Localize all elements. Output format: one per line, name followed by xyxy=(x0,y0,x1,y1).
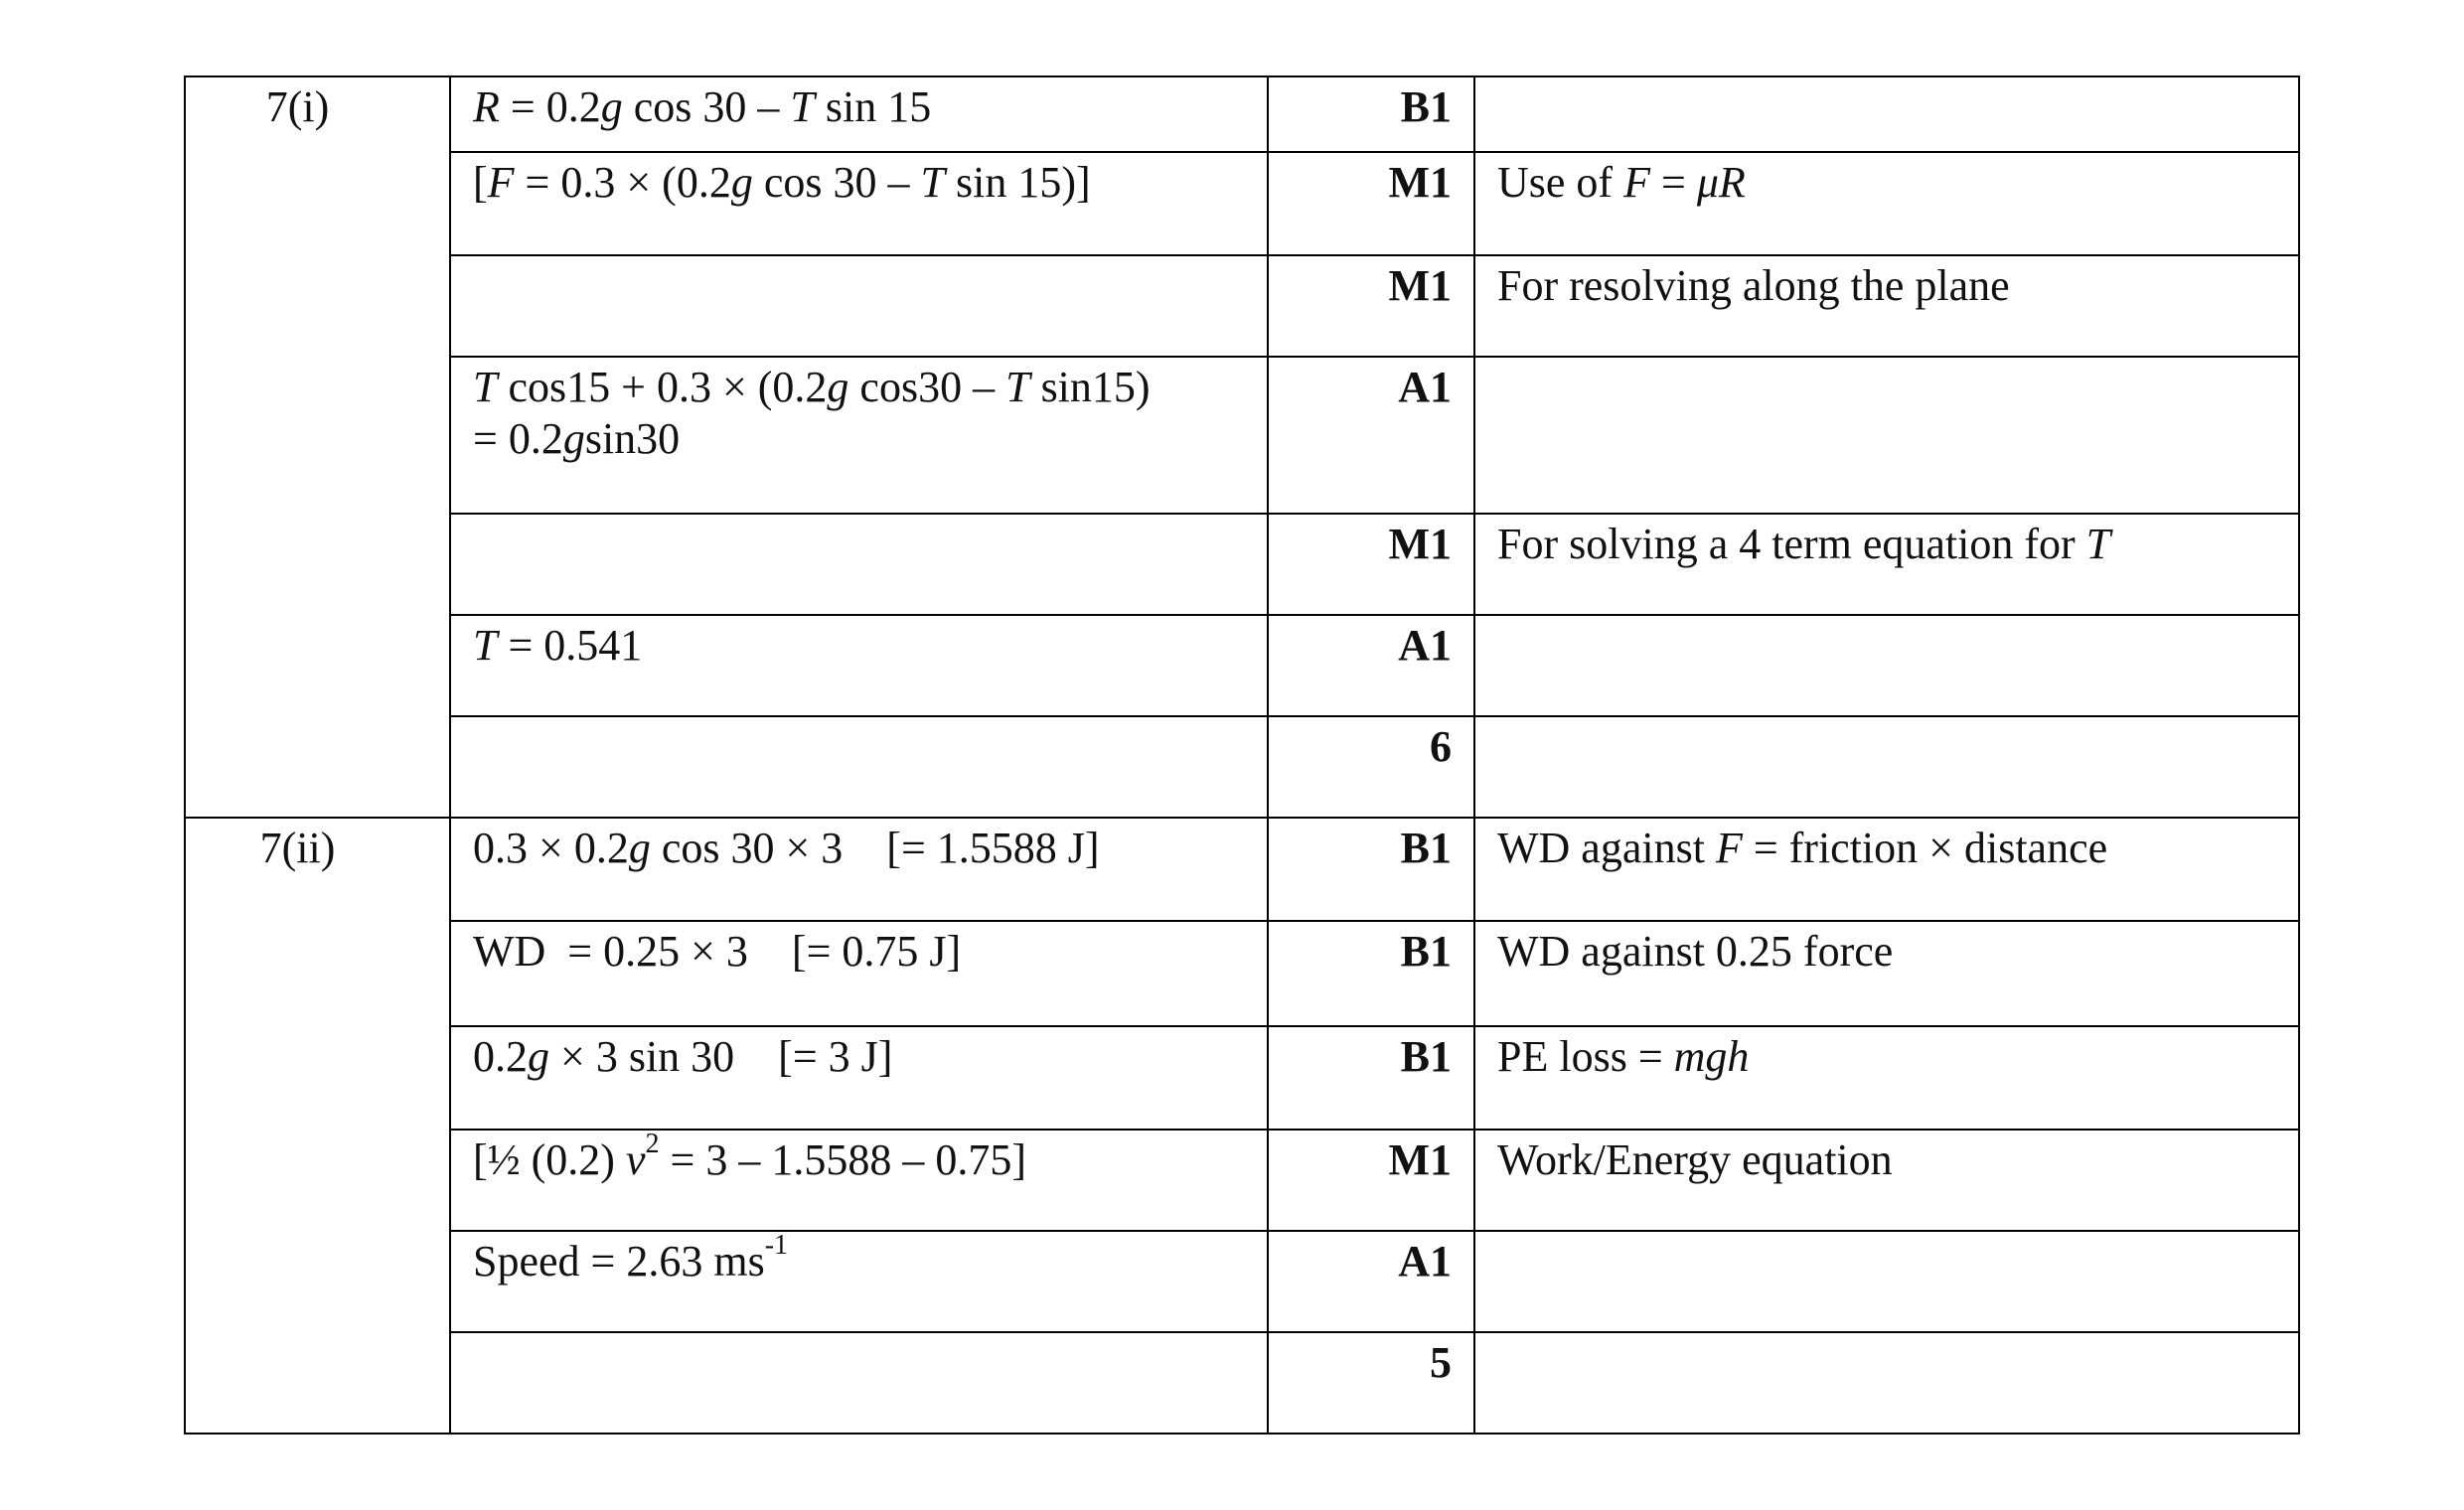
text-fragment: sin15) xyxy=(1029,363,1151,411)
italic-symbol: g xyxy=(628,824,651,872)
text-fragment: × 3 sin 30 [= 3 J] xyxy=(549,1032,893,1081)
guidance-cell xyxy=(1474,1332,2299,1434)
mark-cell: M1 xyxy=(1268,1130,1474,1231)
mark-cell: B1 xyxy=(1268,1026,1474,1130)
question-number: 7(i) xyxy=(265,82,330,131)
text-fragment: = 0.3 × (0.2 xyxy=(514,158,731,207)
guidance-cell xyxy=(1474,1231,2299,1332)
guidance-cell xyxy=(1474,514,2299,615)
mark-row xyxy=(185,1231,2299,1332)
mark-row xyxy=(185,716,2299,818)
text-fragment: = 0.2 xyxy=(473,414,563,463)
text-fragment: cos 30 × 3 [= 1.5588 J] xyxy=(650,824,1100,872)
text-fragment: cos 30 – xyxy=(622,82,791,131)
answer-cell xyxy=(450,1231,1268,1332)
answer-cell xyxy=(450,818,1268,921)
text-fragment: WD against 0.25 force xyxy=(1497,927,1894,976)
guidance-cell xyxy=(1474,716,2299,818)
mark-row xyxy=(185,514,2299,615)
question-number-cell xyxy=(185,76,450,818)
italic-symbol: g xyxy=(528,1032,549,1081)
mark-scheme-table xyxy=(184,76,2300,1434)
mark-row xyxy=(185,1130,2299,1231)
guidance-cell xyxy=(1474,1130,2299,1231)
mark-cell: M1 xyxy=(1268,152,1474,255)
guidance-cell xyxy=(1474,1026,2299,1130)
mark-row xyxy=(185,615,2299,716)
italic-symbol: T xyxy=(1005,363,1030,411)
answer-cell xyxy=(450,255,1268,357)
text-fragment: sin30 xyxy=(584,414,681,463)
text-fragment: cos15 + 0.3 × (0.2 xyxy=(497,363,828,411)
answer-cell xyxy=(450,152,1268,255)
question-number: 7(ii) xyxy=(259,824,336,872)
text-fragment: WD against xyxy=(1497,824,1716,872)
text-fragment: cos 30 – xyxy=(752,158,921,207)
italic-symbol: g xyxy=(730,158,753,207)
mark-row xyxy=(185,818,2299,921)
italic-symbol: R xyxy=(473,82,500,131)
mark-cell: M1 xyxy=(1268,255,1474,357)
italic-symbol: T xyxy=(920,158,945,207)
text-fragment: = 3 – 1.5588 – 0.75] xyxy=(659,1135,1026,1184)
italic-symbol: g xyxy=(827,363,849,411)
mark-row xyxy=(185,1026,2299,1130)
answer-cell xyxy=(450,76,1268,152)
mark-cell: B1 xyxy=(1268,76,1474,152)
answer-cell xyxy=(450,615,1268,716)
text-fragment: 0.3 × 0.2 xyxy=(473,824,629,872)
mark-cell: B1 xyxy=(1268,921,1474,1026)
text-fragment: = 0.541 xyxy=(497,621,643,670)
text-fragment: sin 15 xyxy=(814,82,932,131)
superscript: -1 xyxy=(764,1230,789,1262)
mark-row xyxy=(185,357,2299,514)
text-fragment: For resolving along the plane xyxy=(1497,261,2010,310)
guidance-cell xyxy=(1474,615,2299,716)
italic-symbol: v xyxy=(625,1135,646,1184)
guidance-cell xyxy=(1474,921,2299,1026)
mark-row xyxy=(185,152,2299,255)
mark-cell: B1 xyxy=(1268,818,1474,921)
text-fragment: = xyxy=(1649,158,1697,207)
answer-cell xyxy=(450,1130,1268,1231)
italic-symbol: F xyxy=(1715,824,1743,872)
text-fragment: [ xyxy=(473,158,488,207)
mark-cell: A1 xyxy=(1268,1231,1474,1332)
italic-symbol: T xyxy=(473,363,498,411)
question-number-cell xyxy=(185,818,450,1434)
italic-symbol: mgh xyxy=(1673,1032,1750,1081)
mark-row xyxy=(185,76,2299,152)
answer-cell xyxy=(450,357,1268,514)
answer-cell xyxy=(450,1026,1268,1130)
mark-cell: 5 xyxy=(1268,1332,1474,1434)
text-fragment: = friction × distance xyxy=(1742,824,2108,872)
guidance-cell xyxy=(1474,357,2299,514)
text-fragment: Speed = 2.63 ms xyxy=(473,1237,765,1285)
italic-symbol: g xyxy=(600,82,623,131)
mark-row xyxy=(185,1332,2299,1434)
answer-cell xyxy=(450,1332,1268,1434)
italic-symbol: g xyxy=(562,414,585,463)
text-fragment: Work/Energy equation xyxy=(1497,1135,1893,1184)
mark-row xyxy=(185,921,2299,1026)
guidance-cell xyxy=(1474,818,2299,921)
text-fragment: WD = 0.25 × 3 [= 0.75 J] xyxy=(473,927,962,976)
mark-cell: A1 xyxy=(1268,615,1474,716)
text-fragment: Use of xyxy=(1497,158,1624,207)
text-fragment: PE loss = xyxy=(1497,1032,1674,1081)
superscript: 2 xyxy=(645,1129,660,1160)
italic-symbol: F xyxy=(487,158,515,207)
italic-symbol: F xyxy=(1623,158,1650,207)
mark-cell: M1 xyxy=(1268,514,1474,615)
guidance-cell xyxy=(1474,152,2299,255)
text-fragment: sin 15)] xyxy=(944,158,1091,207)
text-fragment: 0.2 xyxy=(473,1032,528,1081)
text-fragment: cos30 – xyxy=(848,363,1006,411)
mark-cell: A1 xyxy=(1268,357,1474,514)
guidance-cell xyxy=(1474,76,2299,152)
text-fragment: For solving a 4 term equation for xyxy=(1497,520,2086,568)
guidance-cell xyxy=(1474,255,2299,357)
answer-cell xyxy=(450,716,1268,818)
text-fragment: = 0.2 xyxy=(499,82,601,131)
mark-cell: 6 xyxy=(1268,716,1474,818)
answer-cell xyxy=(450,514,1268,615)
italic-symbol: T xyxy=(473,621,498,670)
mark-row xyxy=(185,255,2299,357)
italic-symbol: μR xyxy=(1696,158,1746,207)
italic-symbol: T xyxy=(2085,520,2111,568)
text-fragment: [½ (0.2) xyxy=(473,1135,626,1184)
italic-symbol: T xyxy=(790,82,815,131)
answer-cell xyxy=(450,921,1268,1026)
